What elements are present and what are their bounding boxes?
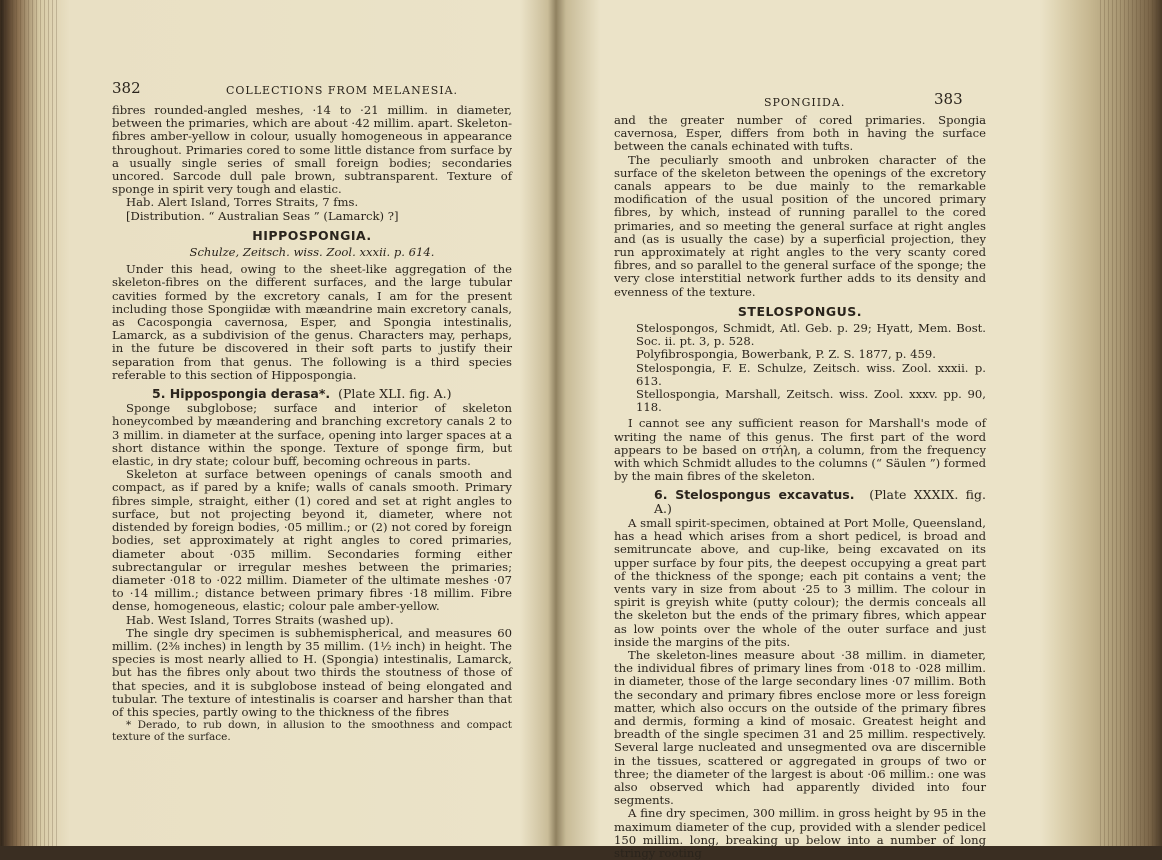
synonym-list (614, 322, 986, 414)
running-head: COLLECTIONS FROM MELANESIA. (226, 84, 459, 97)
paragraph: fibres rounded-angled meshes, ·14 to ·21 millim. in diameter, between the primaries, which are about ·42 millim. apart. Skeleton-fibres amber-yellow in colour, usually homogeneous in appearance throughout. Primaries cored to some little distance from surface by a usually single series of small foreign bodies; secondaries uncored. Sarcode dull pale brown, subtransparent. Texture of sponge in spirit very tough and elastic. (112, 103, 512, 197)
habitat: Hab. Alert Island, Torres Straits, 7 fms. (126, 195, 359, 210)
genus-citation: Schulze, Zeitsch. wiss. Zool. xxxii. p. 614. (189, 245, 435, 260)
paragraph: Skeleton at surface between openings of canals smooth and compact, as if pared by a knife; walls of canals smooth. Primary fibres simple, straight, either (1) cored and set at right angles to surface, but not projecting beyond it, diameter, where not distended by foreign bodies, ·05 millim.; or (2) not cored by foreign bodies, set approximately at right angles to cored primaries, diameter about ·035 millim. Secondaries forming either subrectangular or irregular meshes between the primaries; diameter ·018 to ·022 millim. Diameter of the ultimate meshes ·07 to ·14 millim.; distance between primary fibres ·18 millim. Fibre dense, homogeneous, elastic; colour pale amber-yellow. (112, 467, 512, 614)
left-page (108, 0, 514, 846)
species-heading: 5. Hippospongia derasa*. (Plate XLI. fig. A.) (152, 386, 452, 402)
paragraph: A small spirit-specimen, obtained at Port Molle, Queensland, has a head which arises from a short pedicel, is broad and semitruncate above, and cup-like, being excavated on its upper surface by four pits, the deepest occupying a great part of the thickness of the sponge; each pit contains a vent; the vents vary in size from about ·25 to 3 millim. The colour in spirit is greyish white (putty colour); the dermis conceals all the skeleton but the ends of the primary fibres, which appear as low points over the whole of the outer surface and just inside the margins of the pits. (614, 515, 986, 649)
genus-heading: STELOSPONGUS. (737, 303, 863, 319)
synonym: Stelospongia, F. E. Schulze, Zeitsch. wiss. Zool. xxxii. p. 613. (636, 360, 986, 388)
paragraph: I cannot see any sufficient reason for Marshall's mode of writing the name of this genus. The first part of the word appears to be based on στήλη, a column, from the frequency with which Schmidt alludes to the columns (“ Säulen ”) formed by the main fibres of the skeleton. (614, 416, 986, 484)
right-page (614, 0, 990, 860)
paragraph: The single dry specimen is subhemispherical, and measures 60 millim. (2⅜ inches) in length by 35 millim. (1½ inch) in height. The species is most nearly allied to H. (Spongia) intestinalis, Lamarck, but has the fibres only about two thirds the stoutness of those of that species, and it is subglobose instead of being elongated and tubular. The texture of intestinalis is coarser and harsher than that of this species, partly owing to the thickness of the fibres (112, 625, 512, 719)
left-page-edges (0, 0, 60, 846)
distribution: [Distribution. “ Australian Seas ” (Lamarck) ?] (126, 208, 399, 223)
paragraph: and the greater number of cored primaries. Spongia cavernosa, Esper, differs from both in having the surface between the canals echinated with tufts. (614, 113, 986, 154)
right-page-edges (1100, 0, 1160, 846)
left-page-body (112, 104, 512, 743)
paragraph: The peculiarly smooth and unbroken character of the surface of the skeleton between the openings of the excretory canals appears to be due mainly to the remarkable modification of the usual position of the uncored primary fibres, by which, instead of running parallel to the cored primaries, and so meeting the general surface at right angles and (as is usually the case) by a superficial projection, they run approximately at right angles to the very scanty cored fibres, and so parallel to the general surface of the sponge; the very close interstitial network further adds to its density and evenness of the texture. (614, 152, 986, 299)
paragraph: A fine dry specimen, 300 millim. in gross height by 95 in the maximum diameter of the cup, provided with a slender pedicel 150 millim. long, breaking up below into a number of long stringy rooting (614, 806, 986, 860)
genus-heading: HIPPOSPONGIA. (252, 227, 372, 243)
page-number: 382 (112, 79, 141, 97)
paragraph: Under this head, owing to the sheet-like aggregation of the skeleton-fibres on the different surfaces, and the large tubular cavities formed by the excretory canals, I am for the present including those Spongiidæ with mæandrine main excretory canals, as Cacospongia cavernosa, Esper, and Spongia intestinalis, Lamarck, as a subdivision of the genus. Characters may, perhaps, in the future be discovered in their soft parts to justify their separation from that genus. The following is a third species referable to this section of Hippospongia. (112, 262, 512, 382)
footnote: * Derado, to rub down, in allusion to the smoothness and compact texture of the surface. (112, 719, 512, 744)
species-heading: 6. Stelospongus excavatus. (Plate XXXIX. fig. A.) (654, 487, 986, 516)
plate-reference: (Plate XXXIX. fig. A.) (654, 487, 986, 516)
synonym: Polyfibrospongia, Bowerbank, P. Z. S. 1877, p. 459. (636, 347, 936, 362)
paragraph: The skeleton-lines measure about ·38 millim. in diameter, the individual fibres of primary lines from ·018 to ·028 millim. in diameter, those of the large secondary lines ·07 millim. Both the secondary and primary fibres enclose more or less foreign matter, which also occurs on the outside of the primary fibres and dermis, forming a kind of mosaic. Greatest height and breadth of the single specimen 31 and 25 millim. respectively. Several large nucleated and unsegmented ova are discernible in the tissues, scattered or aggregated in groups of two or three; the diameter of the largest is about ·06 millim.: one was also observed which had apparently divided into four segments. (614, 647, 986, 808)
running-head: SPONGIIDA. (764, 96, 846, 109)
synonym: Stelospongos, Schmidt, Atl. Geb. p. 29; Hyatt, Mem. Bost. Soc. ii. pt. 3, p. 528. (636, 321, 986, 349)
habitat: Hab. West Island, Torres Straits (washed up). (126, 612, 394, 627)
page-number: 383 (934, 90, 963, 108)
plate-reference: (Plate XLI. fig. A.) (338, 386, 452, 402)
right-page-body (614, 114, 986, 860)
paragraph: Sponge subglobose; surface and interior of skeleton honeycombed by mæandering and branching excretory canals 2 to 3 millim. in diameter at the surface, opening into larger spaces at a short distance within the sponge. Texture of sponge firm, but elastic, in dry state; colour buff, becoming ochreous in parts. (112, 401, 512, 469)
synonym: Stellospongia, Marshall, Zeitsch. wiss. Zool. xxxv. pp. 90, 118. (636, 387, 986, 415)
